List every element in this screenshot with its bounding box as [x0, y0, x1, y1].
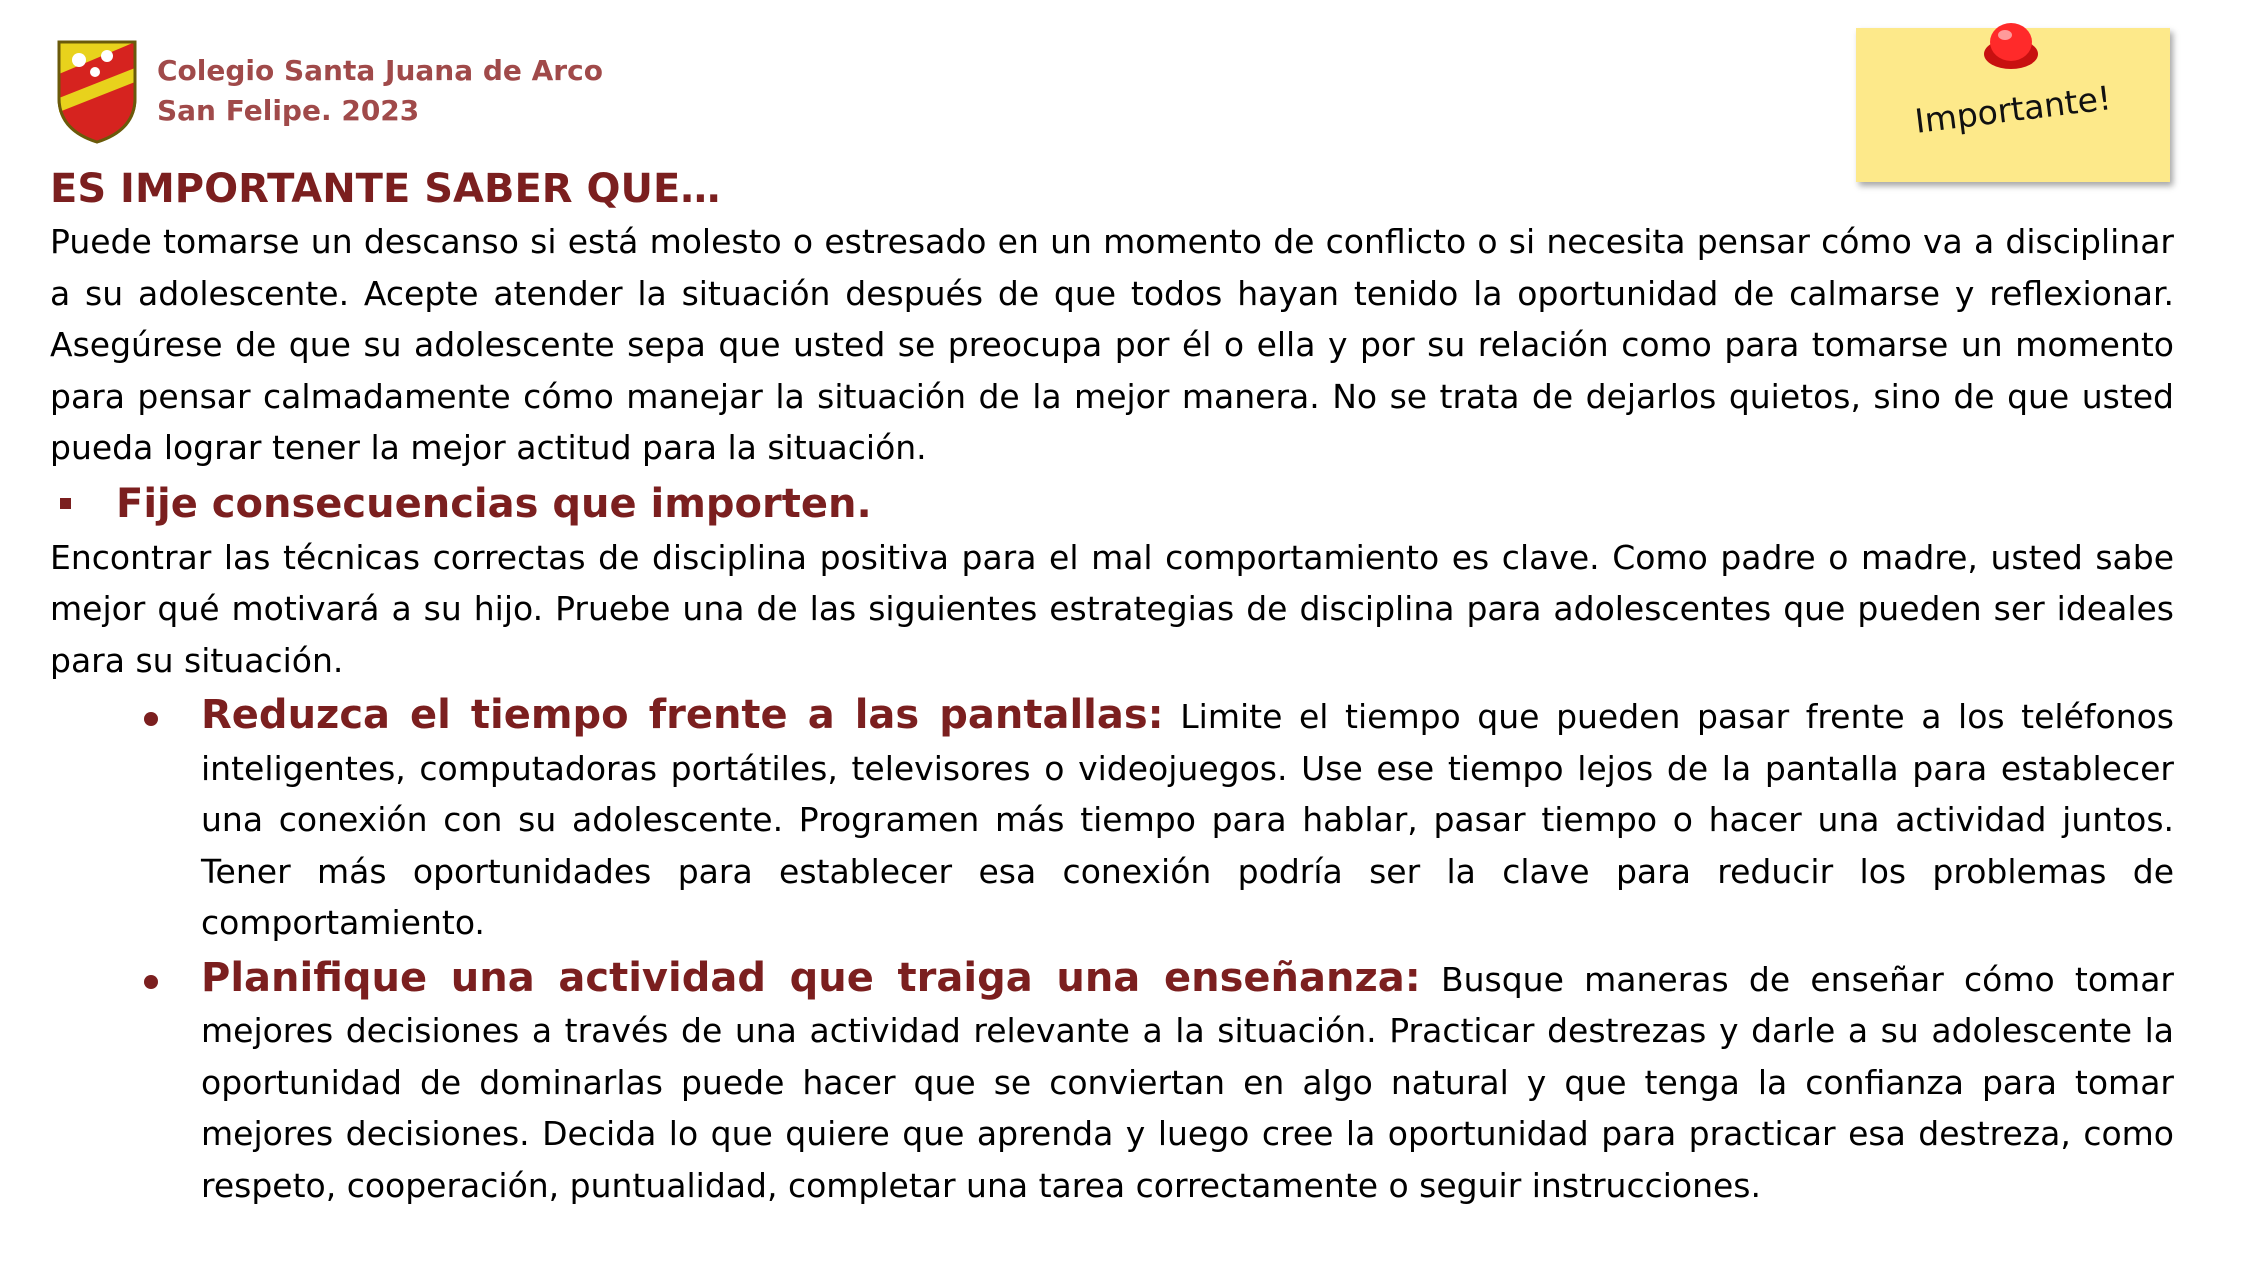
intro-paragraph: Puede tomarse un descanso si está molesto o estresado en un momento de conflicto o si necesita pensar cómo va a disciplinar a su adolescente. Acepte atender la situación después de que todos hayan tenido la oportunidad de calmarse y reflexionar. Asegúrese de que su adolescente sepa que usted se preocupa por él o ella y por su relación como para tomarse un momento para pensar calmadamente cómo manejar la situación de la mejor manera. No se trata de dejarlos quietos, sino de que usted pueda lograr tener la mejor actitud para la situación. — [50, 222, 2174, 467]
main-content — [50, 162, 2174, 1211]
school-location-year: San Felipe. 2023 — [157, 94, 420, 127]
push-pin-icon — [1980, 18, 2042, 74]
list-item — [201, 953, 2174, 1212]
list-item-body: Busque maneras de enseñar cómo tomar mejores decisiones a través de una actividad relevante a la situación. Practicar destrezas y darle a su adolescente la oportunidad de dominarlas puede hacer que se conviertan en algo natural y que tenga la confianza para tomar mejores decisiones. Decida lo que quiere que aprenda y luego cree la oportunidad para practicar esa destreza, como respeto, cooperación, puntualidad, completar una tarea correctamente o seguir instrucciones. — [201, 959, 2174, 1205]
header — [55, 36, 603, 146]
subheading: Fije consecuencias que importen. — [116, 480, 872, 527]
list-item-body: Limite el tiempo que pueden pasar frente a los teléfonos inteligentes, computadoras portátiles, televisores o videojuegos. Use ese tiempo lejos de la pantalla para establecer una conexión con su adolescente. Programen más tiempo para hablar, pasar tiempo o hacer una actividad juntos. Tener más oportunidades para establecer esa conexión podría ser la clave para reducir los problemas de comportamiento. — [201, 697, 2174, 942]
list-item-lead: Reduzca el tiempo frente a las pantallas: — [201, 692, 1164, 738]
school-name: Colegio Santa Juana de Arco — [157, 54, 603, 87]
school-crest-logo — [55, 38, 139, 144]
subheading-bullet — [50, 476, 2174, 532]
round-bullet-icon — [144, 712, 158, 726]
list-item-text — [201, 953, 2174, 1212]
square-bullet-icon — [60, 498, 71, 509]
sub-intro-paragraph: Encontrar las técnicas correctas de disciplina positiva para el mal comportamiento es clave. Como padre o madre, usted sabe mejor qué motivará a su hijo. Pruebe una de las siguientes estrategias de disciplina para adolescentes que pueden ser ideales para su situación. — [50, 537, 2174, 680]
round-bullet-icon — [144, 975, 158, 989]
sticky-note-text: Importante! — [1912, 78, 2114, 141]
school-info — [157, 51, 603, 131]
page-title: ES IMPORTANTE SABER QUE… — [50, 166, 721, 212]
list-item-lead: Planifique una actividad que traiga una enseñanza: — [201, 954, 1421, 1001]
list-item — [201, 690, 2174, 949]
list-item-text — [201, 690, 2174, 949]
